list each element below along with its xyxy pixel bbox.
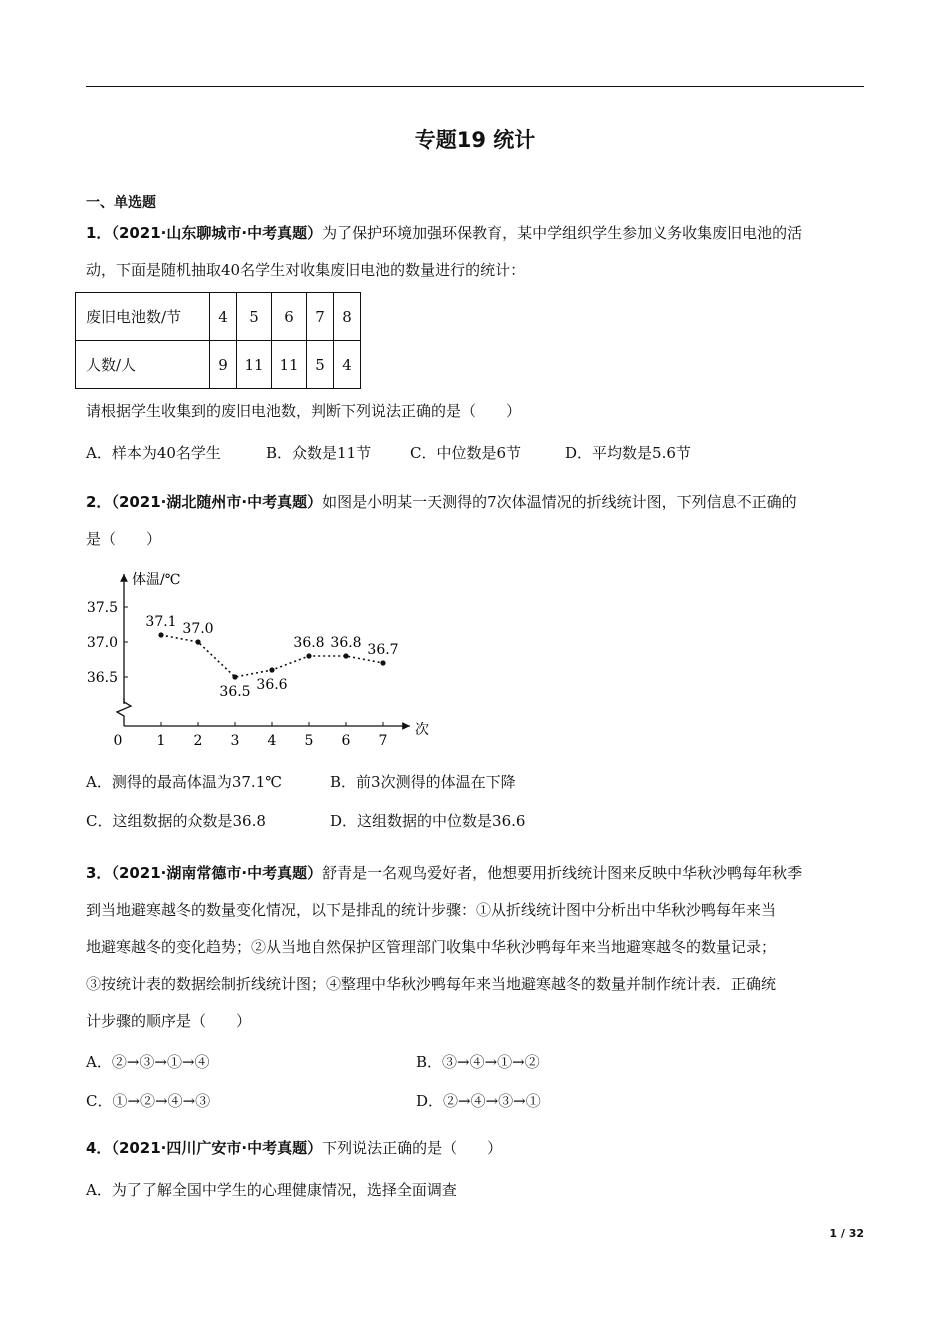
question-text: 为了保护环境加强环保教育，某中学组织学生参加义务收集废旧电池的活 [322, 224, 803, 242]
question-source: （2021·湖南常德市·中考真题） [111, 864, 323, 882]
table-cell: 5 [237, 293, 272, 341]
table-cell: 7 [307, 293, 334, 341]
section-heading: 一、单选题 [86, 195, 156, 211]
question-1 [86, 215, 866, 289]
data-point [232, 674, 237, 679]
data-point [380, 660, 385, 665]
option-b: B．前3次测得的体温在下降 [330, 773, 516, 791]
data-label: 36.6 [256, 677, 288, 693]
data-label: 37.0 [182, 621, 214, 637]
question-number: 1． [86, 224, 112, 242]
x-axis-label: 次 [415, 722, 429, 738]
data-label: 37.1 [145, 614, 177, 630]
y-tick-label: 37.5 [86, 600, 118, 616]
question-text: 舒青是一名观鸟爱好者，他想要用折线统计图来反映中华秋沙鸭每年秋季 [322, 864, 803, 882]
question-text: ③按统计表的数据绘制折线统计图；④整理中华秋沙鸭每年来当地避寒越冬的数量并制作统计表．正确统 [86, 975, 777, 993]
data-point [269, 667, 274, 672]
option-c: C．中位数是6节 [410, 444, 522, 462]
temperature-line-chart [86, 564, 446, 754]
question-source: （2021·山东聊城市·中考真题） [111, 224, 323, 242]
battery-table [75, 292, 361, 389]
question-text: 动，下面是随机抽取40名学生对收集废旧电池的数量进行的统计： [86, 261, 526, 279]
question-text: 计步骤的顺序是（ ） [86, 1012, 252, 1030]
option-a: A．为了了解全国中学生的心理健康情况，选择全面调查 [86, 1181, 457, 1199]
question-source: （2021·四川广安市·中考真题） [111, 1139, 323, 1157]
data-label: 36.5 [219, 684, 251, 700]
x-tick-label: 1 [156, 733, 166, 749]
table-row [76, 341, 361, 389]
question-number: 3． [86, 864, 112, 882]
x-tick-label: 2 [193, 733, 203, 749]
option-d: D．②→④→③→① [416, 1092, 541, 1110]
question-source: （2021·湖北随州市·中考真题） [111, 493, 323, 511]
table-cell: 5 [307, 341, 334, 389]
x-tick-label: 4 [267, 733, 277, 749]
option-b: B．③→④→①→② [416, 1053, 540, 1071]
document-title: 专题19 统计 [414, 128, 536, 152]
data-label: 36.8 [293, 635, 325, 651]
question-text: 地避寒越冬的变化趋势；②从当地自然保护区管理部门收集中华秋沙鸭每年来当地避寒越冬的数量记录； [86, 938, 777, 956]
option-a: A．测得的最高体温为37.1℃ [86, 773, 283, 791]
table-cell: 人数/人 [76, 341, 210, 389]
data-point [306, 653, 311, 658]
option-c: C．这组数据的众数是36.8 [86, 812, 266, 830]
data-point [158, 632, 163, 637]
x-tick-label: 6 [341, 733, 351, 749]
question-prompt: 请根据学生收集到的废旧电池数，判断下列说法正确的是（ ） [86, 402, 522, 420]
table-cell: 8 [334, 293, 361, 341]
data-label: 36.8 [330, 635, 362, 651]
question-4 [86, 1130, 866, 1167]
y-tick-label: 37.0 [86, 635, 118, 651]
table-cell: 11 [272, 341, 307, 389]
question-text: 是（ ） [86, 530, 162, 548]
question-3 [86, 855, 866, 1040]
axis-break [117, 698, 131, 726]
table-cell: 6 [272, 293, 307, 341]
option-d: D．平均数是5.6节 [565, 444, 691, 462]
option-c: C．①→②→④→③ [86, 1092, 211, 1110]
data-label: 36.7 [367, 642, 399, 658]
table-cell: 4 [210, 293, 237, 341]
table-cell: 废旧电池数/节 [76, 293, 210, 341]
header-rule [86, 86, 864, 87]
data-point [343, 653, 348, 658]
x-tick-label: 0 [113, 733, 123, 749]
table-cell: 9 [210, 341, 237, 389]
x-tick-label: 5 [304, 733, 314, 749]
question-2 [86, 484, 866, 558]
option-b: B．众数是11节 [266, 444, 372, 462]
option-d: D．这组数据的中位数是36.6 [330, 812, 526, 830]
x-tick-label: 7 [378, 733, 388, 749]
question-number: 4． [86, 1139, 112, 1157]
x-tick-label: 3 [230, 733, 240, 749]
table-cell: 11 [237, 341, 272, 389]
option-a: A．②→③→①→④ [86, 1053, 210, 1071]
question-text: 如图是小明某一天测得的7次体温情况的折线统计图，下列信息不正确的 [322, 493, 797, 511]
question-text: 到当地避寒越冬的数量变化情况，以下是排乱的统计步骤：①从折线统计图中分析出中华秋沙鸭每年来当 [86, 901, 777, 919]
question-number: 2． [86, 493, 112, 511]
option-a: A．样本为40名学生 [86, 444, 221, 462]
question-text: 下列说法正确的是（ ） [322, 1139, 503, 1157]
page-number: 1 / 32 [829, 1227, 864, 1240]
table-row [76, 293, 361, 341]
table-cell: 4 [334, 341, 361, 389]
data-point [195, 639, 200, 644]
y-tick-label: 36.5 [86, 670, 118, 686]
y-axis-label: 体温/℃ [132, 572, 181, 588]
